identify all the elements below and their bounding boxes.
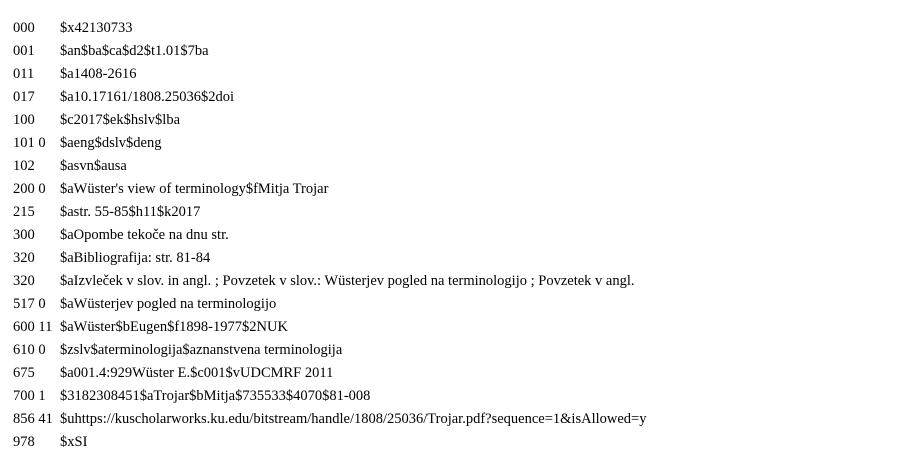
- field-value: $a001.4:929Wüster E.$c001$vUDCMRF 2011: [60, 365, 334, 381]
- field-value: $uhttps://kuscholarworks.ku.edu/bitstream/handle/1808/25036/Trojar.pdf?sequence=1&isAllowed=y: [60, 411, 647, 427]
- field-tag: 017: [13, 89, 35, 105]
- field-value: $aOpombe tekoče na dnu str.: [60, 227, 229, 243]
- field-tag: 100: [13, 112, 35, 128]
- field-value: $an$ba$ca$d2$t1.01$7ba: [60, 43, 209, 59]
- field-value: $aWüster$bEugen$f1898-1977$2NUK: [60, 319, 288, 335]
- field-value: $a1408-2616: [60, 66, 137, 82]
- field-row-675: [13, 362, 646, 385]
- field-row-102: [13, 155, 646, 178]
- field-tag: 700 1: [13, 388, 46, 404]
- field-value: $aWüster's view of terminology$fMitja Trojar: [60, 181, 329, 197]
- field-value: $aIzvleček v slov. in angl. ; Povzetek v slov.: Wüsterjev pogled na terminologijo ; Povzetek v angl.: [60, 273, 635, 289]
- field-tag: 600 11: [13, 319, 53, 335]
- field-value: $c2017$ek$hslv$lba: [60, 112, 181, 128]
- field-row-200: [13, 178, 646, 201]
- field-tag: 856 41: [13, 411, 53, 427]
- field-tag: 000: [13, 20, 35, 36]
- field-value: $aBibliografija: str. 81-84: [60, 250, 211, 266]
- field-tag: 001: [13, 43, 35, 59]
- field-value: $zslv$aterminologija$aznanstvena terminologija: [60, 342, 343, 358]
- field-value: $aWüsterjev pogled na terminologijo: [60, 296, 277, 312]
- field-value: $aeng$dslv$deng: [60, 135, 162, 151]
- field-tag: 320: [13, 273, 35, 289]
- field-tag: 675: [13, 365, 35, 381]
- field-tag: 300: [13, 227, 35, 243]
- field-row-856: [13, 408, 646, 431]
- field-tag: 215: [13, 204, 35, 220]
- field-tag: 102: [13, 158, 35, 174]
- field-row-610: [13, 339, 646, 362]
- field-tag: 517 0: [13, 296, 46, 312]
- field-row-215: [13, 201, 646, 224]
- field-row-017: [13, 86, 646, 109]
- marc-record: [13, 17, 646, 454]
- field-row-700: [13, 385, 646, 408]
- field-tag: 610 0: [13, 342, 46, 358]
- field-tag: 011: [13, 66, 35, 82]
- field-value: $astr. 55-85$h11$k2017: [60, 204, 201, 220]
- field-tag: 101 0: [13, 135, 46, 151]
- field-tag: 320: [13, 250, 35, 266]
- field-row-011: [13, 63, 646, 86]
- field-value: $3182308451$aTrojar$bMitja$735533$4070$81-008: [60, 388, 371, 404]
- field-row-978: [13, 431, 646, 454]
- field-row-300: [13, 224, 646, 247]
- field-row-320: [13, 247, 646, 270]
- field-value: $xSI: [60, 434, 88, 450]
- field-row-517: [13, 293, 646, 316]
- field-row-600: [13, 316, 646, 339]
- field-row-000: [13, 17, 646, 40]
- field-value: $a10.17161/1808.25036$2doi: [60, 89, 234, 105]
- field-row-100: [13, 109, 646, 132]
- field-value: $x42130733: [60, 20, 133, 36]
- field-row-001: [13, 40, 646, 63]
- field-tag: 978: [13, 434, 35, 450]
- field-row-320: [13, 270, 646, 293]
- field-value: $asvn$ausa: [60, 158, 127, 174]
- field-row-101: [13, 132, 646, 155]
- field-tag: 200 0: [13, 181, 46, 197]
